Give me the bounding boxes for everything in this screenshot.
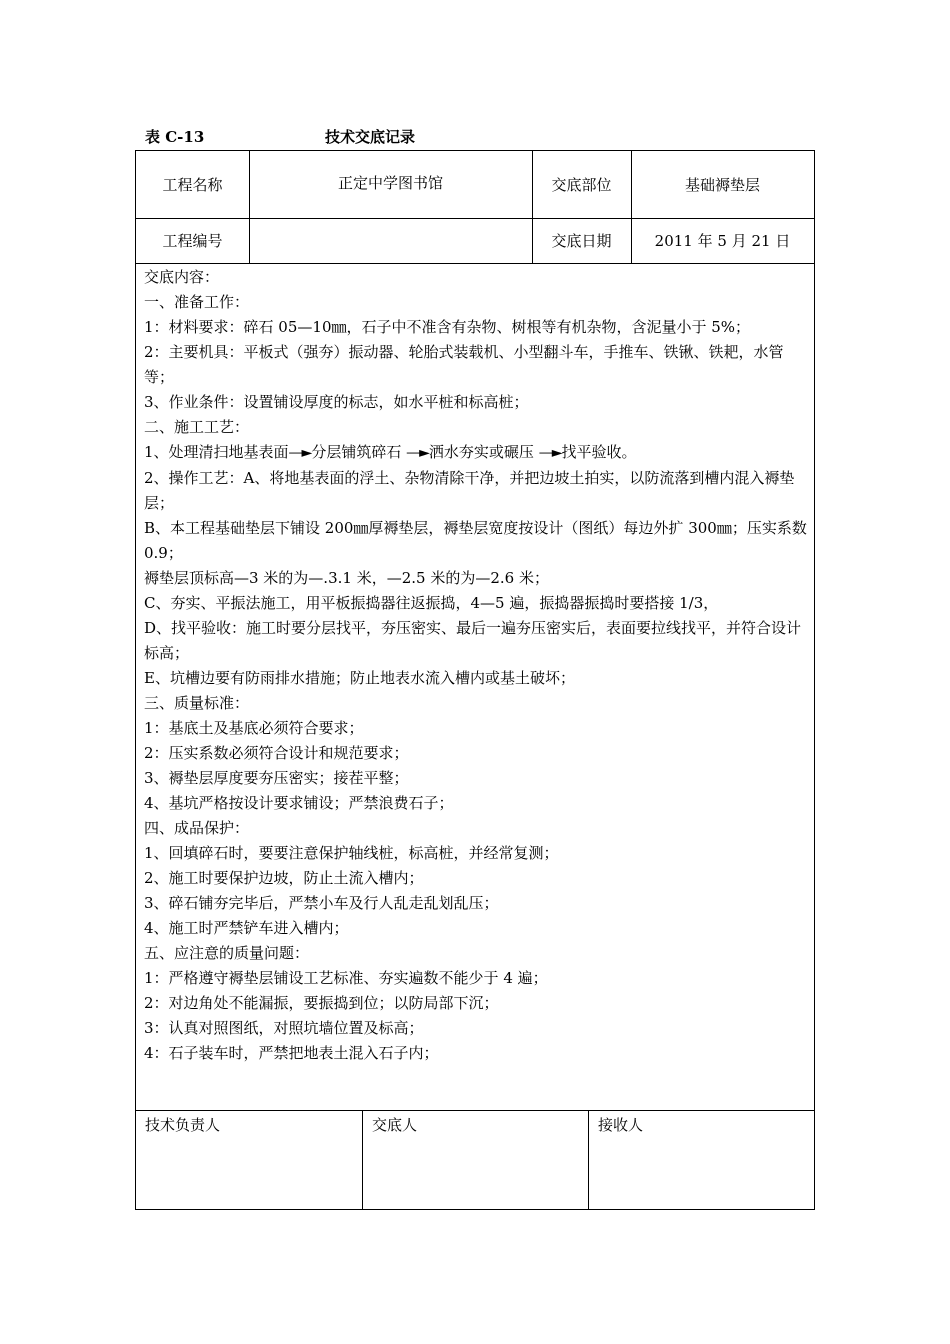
row-divider-2	[136, 263, 814, 264]
position-value: 基础褥垫层	[684, 176, 760, 194]
section-3-item-4: 4、基坑严格按设计要求铺设；严禁浪费石子；	[144, 794, 454, 812]
section-3-title: 三、质量标准：	[144, 694, 250, 712]
date-label: 交底日期	[551, 232, 612, 250]
flow-step-4: 找平验收。	[561, 443, 637, 461]
section-1-item-2: 2：主要机具：平板式（强夯）振动器、轮胎式装载机、小型翻斗车，手推车、铁锹、铁耙，水管等；	[144, 343, 784, 386]
form-header	[145, 126, 416, 147]
discloser-label: 交底人	[372, 1116, 418, 1134]
tech-lead-label: 技术负责人	[145, 1116, 221, 1134]
section-2-item-d: D、找平验收：施工时要分层找平，夯压密实、最后一遍夯压密实后，表面要拉线找平，并符合设计标高；	[144, 619, 802, 662]
section-5-item-3: 3：认真对照图纸，对照坑墙位置及标高；	[144, 1019, 424, 1037]
flow-step-3: 洒水夯实或碾压	[428, 443, 534, 461]
section-1-item-1: 1：材料要求：碎石 05—10㎜，石子中不准含有杂物、树根等有机杂物，含泥量小于 5%；	[144, 318, 751, 336]
section-3-item-2: 2：压实系数必须符合设计和规范要求；	[144, 744, 409, 762]
form-code: 表 C-13	[145, 128, 205, 146]
section-4-item-2: 2、施工时要保护边坡，防止土流入槽内；	[144, 869, 424, 887]
section-4-item-4: 4、施工时严禁铲车进入槽内；	[144, 919, 349, 937]
arrow-right-icon: —►	[288, 445, 312, 461]
arrow-right-icon: —►	[406, 445, 429, 461]
receiver-label: 接收人	[598, 1116, 644, 1134]
section-4-item-1: 1、回填碎石时，要要注意保护轴线桩，标高桩，并经常复测；	[144, 844, 559, 862]
disclosure-content	[144, 265, 808, 1066]
section-5-item-2: 2：对边角处不能漏振，要振捣到位；以防局部下沉；	[144, 994, 499, 1012]
section-2-item-e: E、坑槽边要有防雨排水措施；防止地表水流入槽内或基土破坏；	[144, 669, 575, 687]
section-3-item-3: 3、褥垫层厚度要夯压密实；接茬平整；	[144, 769, 409, 787]
section-2-item-2: 2、操作工艺：A、将地基表面的浮土、杂物清除干净，并把边坡土拍实，以防流落到槽内混入褥垫层；	[144, 469, 795, 512]
section-1-item-3: 3、作业条件：设置铺设厚度的标志，如水平桩和标高桩；	[144, 393, 529, 411]
project-no-value	[249, 218, 532, 263]
sign-divider-2	[588, 1110, 589, 1210]
project-no-label: 工程编号	[162, 232, 223, 250]
date-value: 2011 年 5 月 21 日	[654, 232, 791, 250]
section-2-item-b-elevation: 褥垫层顶标高—3 米的为—.3.1 米，—2.5 米的为—2.6 米；	[144, 569, 549, 587]
flow-step-2: 分层铺筑碎石	[311, 443, 402, 461]
disclosure-record-table	[135, 150, 815, 1210]
project-name-value: 正定中学图书馆	[337, 173, 443, 192]
position-label: 交底部位	[551, 176, 612, 194]
section-3-item-1: 1：基底土及基底必须符合要求；	[144, 719, 364, 737]
section-2-title: 二、施工工艺：	[144, 418, 250, 436]
section-5-title: 五、应注意的质量问题：	[144, 944, 310, 962]
content-heading: 交底内容：	[144, 268, 220, 286]
project-name-label: 工程名称	[162, 176, 223, 194]
section-4-title: 四、成品保护：	[144, 819, 250, 837]
section-5-item-1: 1：严格遵守褥垫层铺设工艺标准、夯实遍数不能少于 4 遍；	[144, 969, 548, 987]
arrow-right-icon: —►	[538, 445, 562, 461]
flow-step-1: 1、处理清扫地基表面	[144, 443, 289, 461]
section-5-item-4: 4：石子装车时，严禁把地表土混入石子内；	[144, 1044, 439, 1062]
section-1-title: 一、准备工作：	[144, 293, 250, 311]
document-title: 技术交底记录	[325, 128, 416, 146]
section-2-process-flow	[144, 440, 808, 466]
row-divider-3	[136, 1110, 814, 1111]
section-2-item-c: C、夯实、平振法施工，用平板振捣器往返振捣，4—5 遍，振捣器振捣时要搭接 1/3，	[144, 594, 719, 612]
section-2-item-b: B、本工程基础垫层下铺设 200㎜厚褥垫层，褥垫层宽度按设计（图纸）每边外扩 300㎜；压实系数 0.9；	[144, 519, 807, 562]
sign-divider-1	[362, 1110, 363, 1210]
section-4-item-3: 3、碎石铺夯完毕后，严禁小车及行人乱走乱划乱压；	[144, 894, 499, 912]
